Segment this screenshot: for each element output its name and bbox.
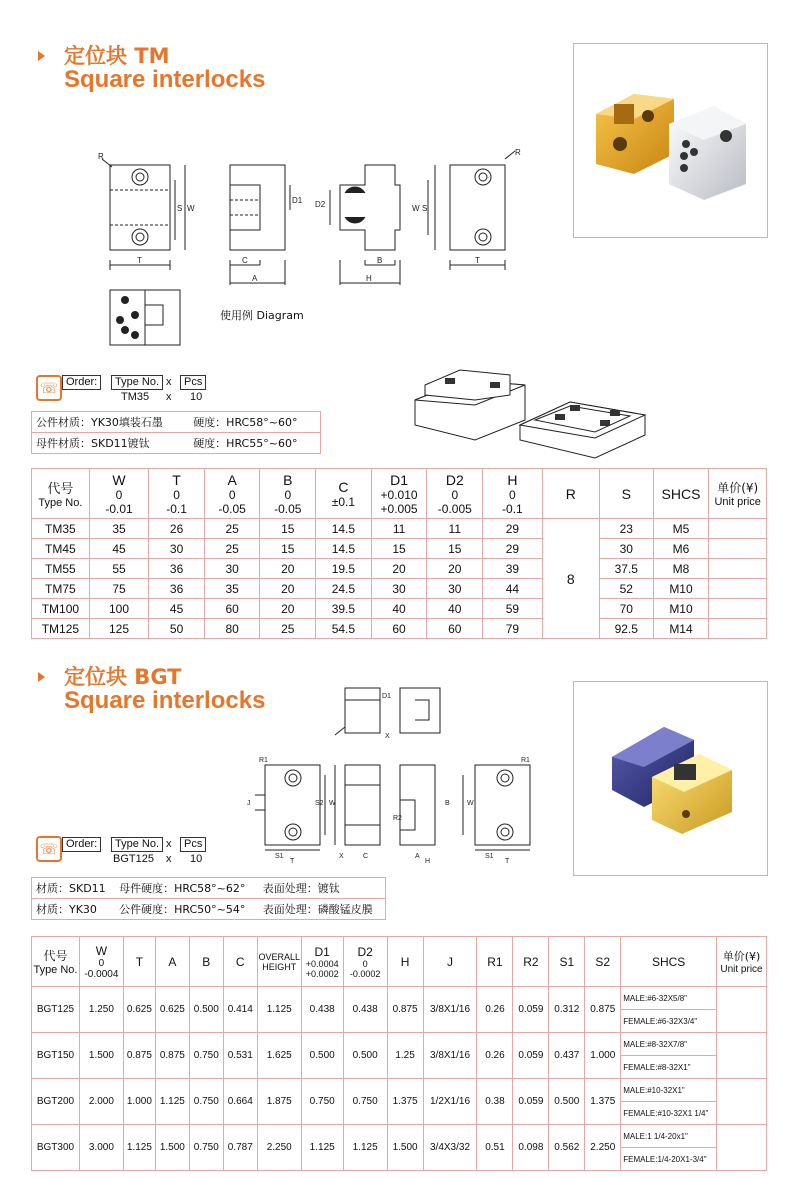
table-cell: 0.750 [343,1079,387,1125]
table-cell: 0.437 [549,1033,585,1079]
tm-header-h: H 0 -0.1 [483,469,542,519]
bgt-header-s2: S2 [585,937,621,987]
tm-diagram-caption: 使用例 Diagram [220,309,304,322]
table-row [32,1033,767,1056]
table-row [32,579,767,599]
table-cell: 37.5 [600,559,654,579]
table-cell [709,599,767,619]
bgt-dim-label: H [425,858,431,865]
tm-dim-label: T [475,256,480,265]
table-cell: 1.000 [585,1033,621,1079]
table-cell: 表面处理：镀钛 [259,878,386,899]
bgt-header-row [32,937,767,987]
table-cell: 30 [149,539,205,559]
shcs-male: MALE:#10-32X1" [621,1079,717,1102]
table-cell: 20 [260,599,316,619]
table-cell: 公件硬度：HRC50°~54° [115,899,259,920]
bgt-dim-label: R2 [393,815,402,822]
phone-icon: ☏ [36,836,62,862]
table-cell: 0.500 [189,987,223,1033]
table-row [32,1079,767,1102]
tm-dim-label: D1 [292,196,303,205]
shcs-female: FEMALE:#8-32X1" [621,1056,717,1079]
table-cell: 0.750 [189,1125,223,1171]
table-row [32,539,767,559]
tm-product-photo [573,43,768,238]
tm-dim-label: S [177,204,183,213]
table-cell [717,1125,767,1171]
table-cell: 0.750 [301,1079,343,1125]
bgt-order-x: x [166,838,172,850]
table-cell: 125 [89,619,149,639]
table-cell: TM55 [32,559,90,579]
table-cell: 0.875 [123,1033,155,1079]
table-cell: 11 [427,519,483,539]
table-cell: 11 [371,519,427,539]
tm-spec-table [31,468,767,639]
table-cell: 0.38 [477,1079,513,1125]
bgt-material-row [32,878,386,899]
bgt-dim-label: C [363,853,369,860]
table-cell: 25 [204,539,260,559]
table-cell: 3/8X1/16 [423,1033,477,1079]
tm-dim-label: C [242,256,248,265]
table-cell: 2.250 [257,1125,301,1171]
tm-hardness: 硬度：HRC55°~60° [189,433,320,454]
table-cell: 0.750 [189,1033,223,1079]
table-cell: TM75 [32,579,90,599]
bgt-header-s1: S1 [549,937,585,987]
table-cell: 0.500 [549,1079,585,1125]
table-cell: 100 [89,599,149,619]
bgt-dim-label: D1 [382,693,391,700]
table-cell: M8 [653,559,709,579]
table-cell [717,987,767,1033]
bgt-dim-label: S1 [275,853,284,860]
table-cell: 1.125 [257,987,301,1033]
table-cell: 40 [371,599,427,619]
bgt-header-overall-height: OVERALL HEIGHT [257,937,301,987]
shcs-male: MALE:#8-32X7/8" [621,1033,717,1056]
table-cell: 23 [600,519,654,539]
section-arrow-icon [38,672,45,682]
table-cell: 54.5 [316,619,372,639]
bgt-title-cn: 定位块 BGT [64,665,182,689]
tm-dim-label: R [515,148,521,157]
tm-header-c: C ±0.1 [316,469,372,519]
table-cell: 60 [427,619,483,639]
tm-dim-label: R [98,152,104,161]
tm-r-value: 8 [542,519,599,639]
table-cell: 39.5 [316,599,372,619]
tm-dim-label: T [137,256,142,265]
table-cell: 0.875 [155,1033,189,1079]
table-cell: 92.5 [600,619,654,639]
tm-title-cn: 定位块 TM [64,44,170,68]
table-cell [717,1079,767,1125]
table-cell: 14.5 [316,539,372,559]
table-cell: 44 [483,579,542,599]
bgt-header-price: 单价(¥) Unit price [717,937,767,987]
table-cell: 0.625 [155,987,189,1033]
bgt-header-r1: R1 [477,937,513,987]
table-cell: 29 [483,519,542,539]
bgt-header-d1: D1 +0.0004 +0.0002 [301,937,343,987]
table-cell: 0.875 [387,987,423,1033]
tm-technical-drawing [90,145,530,370]
shcs-female: FEMALE:#10-32X1 1/4" [621,1102,717,1125]
tm-header-r: R [542,469,599,519]
table-cell: 0.438 [301,987,343,1033]
table-cell: TM35 [32,519,90,539]
table-cell: 0.531 [223,1033,257,1079]
tm-order-x: x [166,391,172,403]
bgt-title-en: Square interlocks [64,687,266,714]
table-cell: 材质：YK30 [32,899,116,920]
bgt-dim-label: X [385,733,390,740]
table-cell: 0.059 [513,987,549,1033]
table-cell: 15 [427,539,483,559]
table-cell: 1.375 [585,1079,621,1125]
tm-material-row [32,433,321,454]
table-cell: 1.625 [257,1033,301,1079]
table-cell: 3.000 [79,1125,123,1171]
table-row [32,987,767,1010]
tm-header-type: 代号 Type No. [32,469,90,519]
table-cell: 1.500 [155,1125,189,1171]
table-row [32,559,767,579]
table-row [32,1125,767,1148]
table-cell: 75 [89,579,149,599]
table-cell: 0.059 [513,1079,549,1125]
phone-icon: ☏ [36,375,62,401]
bgt-header-shcs: SHCS [621,937,717,987]
section-arrow-icon [38,51,45,61]
tm-header-shcs: SHCS [653,469,709,519]
table-cell: 55 [89,559,149,579]
tm-dim-label: A [252,274,258,283]
table-cell: 52 [600,579,654,599]
table-cell [717,1033,767,1079]
tm-header-a: A 0 -0.05 [204,469,260,519]
table-cell: 79 [483,619,542,639]
table-cell: 表面处理：磷酸锰皮膜 [259,899,386,920]
table-cell: 36 [149,559,205,579]
table-cell: TM100 [32,599,90,619]
bgt-material-row [32,899,386,920]
tm-header-t: T 0 -0.1 [149,469,205,519]
bgt-dim-label: R1 [259,757,268,764]
table-cell: 0.312 [549,987,585,1033]
tm-dim-label: W [187,204,195,213]
table-cell: 0.059 [513,1033,549,1079]
table-cell: 0.787 [223,1125,257,1171]
table-cell: 35 [204,579,260,599]
bgt-dim-label: S1 [485,853,494,860]
table-cell: 15 [260,539,316,559]
table-cell: 30 [427,579,483,599]
table-cell: 3/4X3/32 [423,1125,477,1171]
shcs-male: MALE:1 1/4-20x1" [621,1125,717,1148]
table-cell: 材质：SKD11 [32,878,116,899]
table-cell: M10 [653,579,709,599]
table-cell: 1.125 [343,1125,387,1171]
table-cell: BGT200 [32,1079,80,1125]
table-cell: 0.625 [123,987,155,1033]
table-cell: M5 [653,519,709,539]
bgt-header-h: H [387,937,423,987]
table-cell: TM125 [32,619,90,639]
table-cell: 1.25 [387,1033,423,1079]
table-cell: 2.000 [79,1079,123,1125]
shcs-male: MALE:#6-32X5/8" [621,987,717,1010]
bgt-header-a: A [155,937,189,987]
table-cell: 60 [371,619,427,639]
table-cell: 1.000 [123,1079,155,1125]
tm-order-example-type: TM35 [121,391,150,403]
table-cell: 45 [89,539,149,559]
tm-header-w: W 0 -0.01 [89,469,149,519]
table-cell: M6 [653,539,709,559]
tm-material: 母件材质：SKD11镀钛 [32,433,190,454]
table-cell: 30 [371,579,427,599]
tm-materials-table [31,411,321,454]
table-cell: 80 [204,619,260,639]
table-cell: 60 [204,599,260,619]
bgt-product-photo [573,681,768,876]
table-cell: 45 [149,599,205,619]
table-cell: 20 [427,559,483,579]
table-cell: 0.438 [343,987,387,1033]
table-cell: 36 [149,579,205,599]
bgt-materials-table [31,877,386,920]
table-cell: 25 [204,519,260,539]
table-cell: 70 [600,599,654,619]
table-cell [709,519,767,539]
tm-header-row [32,469,767,519]
tm-material-row [32,412,321,433]
table-cell: 0.500 [301,1033,343,1079]
table-cell [709,539,767,559]
table-cell: BGT300 [32,1125,80,1171]
bgt-order-label: Order: [62,837,101,852]
bgt-order-type-label: Type No. [111,837,163,852]
tm-order-example-pcs: 10 [190,391,203,403]
table-cell [709,619,767,639]
table-cell: 35 [89,519,149,539]
bgt-header-b: B [189,937,223,987]
table-cell: 0.26 [477,987,513,1033]
table-row [32,599,767,619]
table-cell: 50 [149,619,205,639]
tm-dim-label: S [422,204,428,213]
table-cell: 0.750 [189,1079,223,1125]
table-cell: 0.098 [513,1125,549,1171]
bgt-spec-table [31,936,767,1171]
tm-header-b: B 0 -0.05 [260,469,316,519]
table-cell: BGT150 [32,1033,80,1079]
bgt-dim-label: S2 [315,800,324,807]
tm-material: 公件材质：YK30填装石墨 [32,412,190,433]
bgt-dim-label: T [290,858,295,865]
bgt-header-t: T [123,937,155,987]
table-cell: 0.500 [343,1033,387,1079]
tm-header-d2: D2 0 -0.005 [427,469,483,519]
tm-order-x: x [166,376,172,388]
table-cell: 15 [371,539,427,559]
table-cell: 1.125 [301,1125,343,1171]
bgt-dim-label: T [505,858,510,865]
bgt-technical-drawing [235,680,535,865]
table-cell: 1.500 [79,1033,123,1079]
table-cell: 2.250 [585,1125,621,1171]
bgt-header-c: C [223,937,257,987]
bgt-header-r2: R2 [513,937,549,987]
tm-title-en: Square interlocks [64,66,266,93]
table-cell: 30 [204,559,260,579]
tm-header-s: S [600,469,654,519]
table-cell: 0.664 [223,1079,257,1125]
tm-order-type-label: Type No. [111,375,163,390]
tm-order-pcs-label: Pcs [180,375,206,390]
tm-dim-label: D2 [315,200,326,209]
tm-dim-label: W [412,204,420,213]
table-cell: M10 [653,599,709,619]
bgt-header-j: J [423,937,477,987]
table-cell: M14 [653,619,709,639]
bgt-header-d2: D2 0 -0.0002 [343,937,387,987]
table-cell [709,579,767,599]
bgt-order-pcs-label: Pcs [180,837,206,852]
bgt-dim-label: W [467,800,474,807]
bgt-dim-label: B [445,800,450,807]
table-cell: 1.125 [155,1079,189,1125]
table-cell: BGT125 [32,987,80,1033]
table-cell: 29 [483,539,542,559]
tm-dim-label: B [377,256,383,265]
table-cell: 25 [260,619,316,639]
shcs-female: FEMALE:#6-32X3/4" [621,1010,717,1033]
table-cell: 39 [483,559,542,579]
table-cell: 0.51 [477,1125,513,1171]
bgt-dim-label: J [247,800,251,807]
table-cell: TM45 [32,539,90,559]
table-cell: 20 [371,559,427,579]
tm-order-label: Order: [62,375,101,390]
table-cell: 1.125 [123,1125,155,1171]
table-cell: 20 [260,579,316,599]
bgt-dim-label: X [339,853,344,860]
bgt-order-example-type: BGT125 [113,853,154,865]
table-cell: 0.562 [549,1125,585,1171]
table-cell: 1.500 [387,1125,423,1171]
table-cell: 30 [600,539,654,559]
table-cell: 0.26 [477,1033,513,1079]
table-cell: 母件硬度：HRC58°~62° [115,878,259,899]
bgt-order-example-pcs: 10 [190,853,203,865]
table-cell: 1.875 [257,1079,301,1125]
bgt-header-type: 代号 Type No. [32,937,80,987]
table-row [32,619,767,639]
table-cell: 3/8X1/16 [423,987,477,1033]
table-cell: 0.875 [585,987,621,1033]
table-cell: 14.5 [316,519,372,539]
tm-header-price: 单价(¥) Unit price [709,469,767,519]
table-cell: 59 [483,599,542,619]
table-cell: 15 [260,519,316,539]
shcs-female: FEMALE:1/4-20X1-3/4" [621,1148,717,1171]
table-cell: 1.250 [79,987,123,1033]
bgt-header-w: W 0 -0.0004 [79,937,123,987]
tm-hardness: 硬度：HRC58°~60° [189,412,320,433]
table-row [32,519,767,539]
table-cell: 19.5 [316,559,372,579]
table-cell: 24.5 [316,579,372,599]
table-cell: 26 [149,519,205,539]
bgt-dim-label: W [329,800,336,807]
tm-dim-label: H [366,274,372,283]
table-cell: 20 [260,559,316,579]
bgt-dim-label: A [415,853,420,860]
bgt-dim-label: R1 [521,757,530,764]
bgt-order-x: x [166,853,172,865]
table-cell: 0.414 [223,987,257,1033]
table-cell: 1.375 [387,1079,423,1125]
tm-usage-diagram [405,340,655,460]
table-cell: 40 [427,599,483,619]
table-cell: 1/2X1/16 [423,1079,477,1125]
table-cell [709,559,767,579]
tm-header-d1: D1 +0.010 +0.005 [371,469,427,519]
